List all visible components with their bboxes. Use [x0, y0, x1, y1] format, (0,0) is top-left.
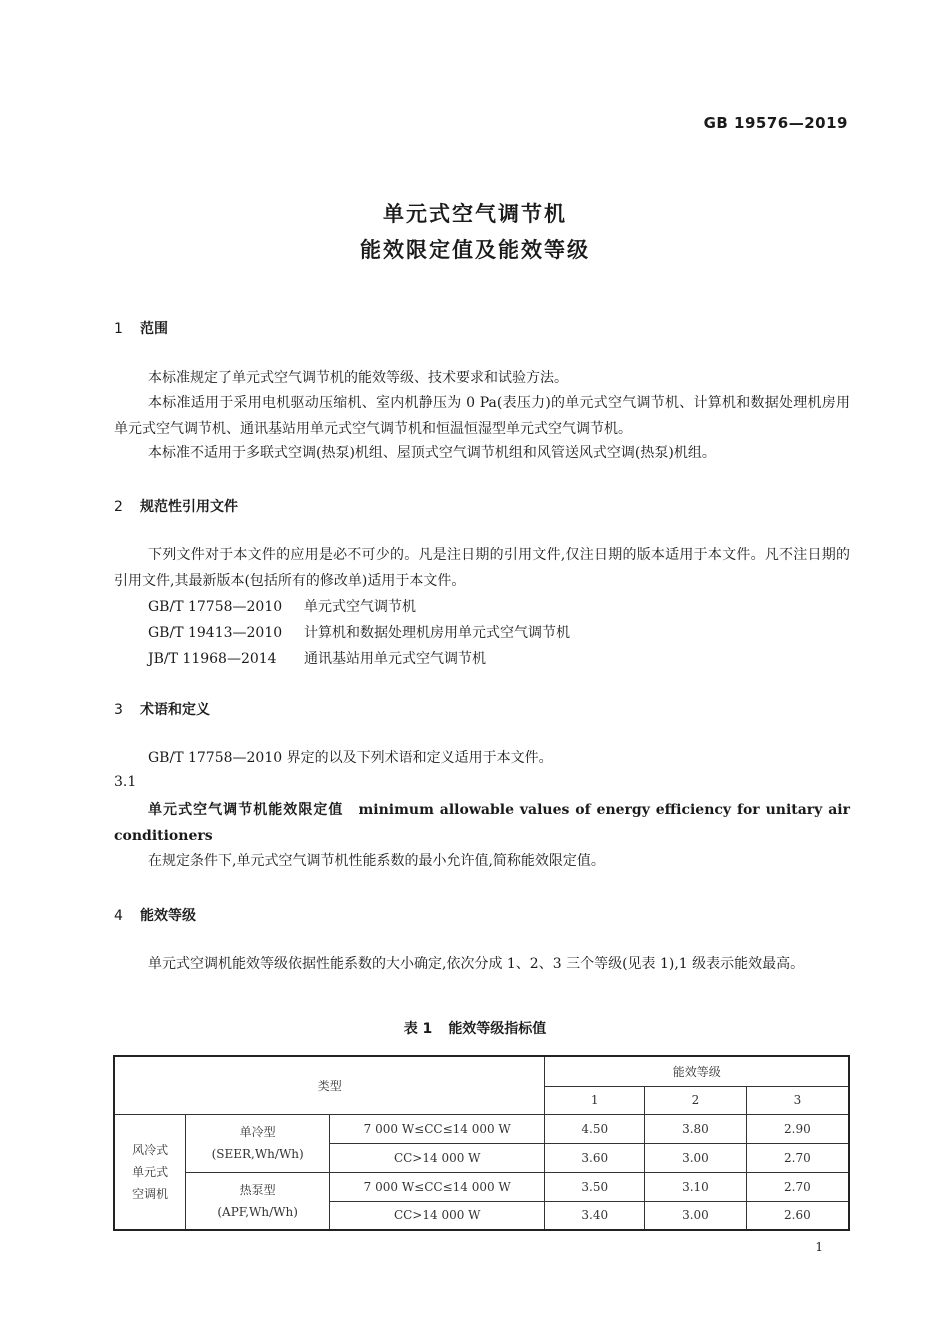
capacity-cell: 7 000 W≤CC≤14 000 W: [330, 1114, 545, 1143]
reference-item: [148, 648, 486, 668]
energy-grade-table: [113, 1055, 850, 1231]
value-cell: 3.80: [645, 1114, 747, 1143]
value-cell: 2.70: [746, 1143, 849, 1172]
type-metric: (APF,Wh/Wh): [217, 1204, 298, 1219]
scope-paragraph-1: 本标准规定了单元式空气调节机的能效等级、技术要求和试验方法。: [148, 370, 568, 386]
header-type-cell: 类型: [114, 1056, 545, 1114]
terms-paragraph: GB/T 17758—2010 界定的以及下列术语和定义适用于本文件。: [148, 750, 553, 766]
value-cell: 2.60: [746, 1201, 849, 1230]
group-label-line: 风冷式: [132, 1142, 169, 1157]
capacity-cell: CC>14 000 W: [330, 1201, 545, 1230]
table-header-row: [114, 1056, 849, 1086]
table-caption-number: 表 1: [403, 1021, 433, 1037]
section-4-heading: [114, 905, 196, 925]
table-caption-title: 能效等级指标值: [448, 1021, 547, 1037]
value-cell: 3.60: [545, 1143, 645, 1172]
value-cell: 2.90: [746, 1114, 849, 1143]
reference-name: 计算机和数据处理机房用单元式空气调节机: [304, 625, 570, 641]
reference-item: [148, 596, 416, 616]
document-title-line2: 能效限定值及能效等级: [360, 238, 590, 262]
clause-number: 3.1: [114, 774, 137, 790]
table-row: [114, 1172, 849, 1201]
reference-name: 通讯基站用单元式空气调节机: [304, 651, 486, 667]
value-cell: 3.50: [545, 1172, 645, 1201]
document-title-line1: 单元式空气调节机: [383, 202, 567, 226]
value-cell: 3.00: [645, 1201, 747, 1230]
reference-code: JB/T 11968—2014: [148, 651, 277, 667]
page-number: 1: [815, 1240, 823, 1254]
reference-name: 单元式空气调节机: [304, 599, 416, 615]
grade-paragraph: 单元式空调机能效等级依据性能系数的大小确定,依次分成 1、2、3 三个等级(见表 1),1 级表示能效最高。: [148, 956, 805, 972]
type-metric: (SEER,Wh/Wh): [211, 1147, 304, 1161]
reference-item: [148, 622, 570, 642]
header-grade-cell: 能效等级: [545, 1056, 849, 1086]
capacity-cell: 7 000 W≤CC≤14 000 W: [330, 1172, 545, 1201]
section-2-heading: [114, 496, 238, 516]
section-number: 1: [114, 321, 123, 337]
reference-code: GB/T 17758—2010: [148, 599, 283, 615]
table-caption: [0, 1018, 950, 1038]
grade-header: 3: [746, 1086, 849, 1114]
type-cell: [186, 1172, 330, 1230]
value-cell: 4.50: [545, 1114, 645, 1143]
group-label-line: 空调机: [132, 1186, 169, 1201]
section-number: 3: [114, 702, 123, 718]
scope-paragraph-2: 本标准适用于采用电机驱动压缩机、室内机静压为 0 Pa(表压力)的单元式空气调节机、计算机和数据处理机房用单元式空气调节机、通讯基站用单元式空气调节机和恒温恒湿型单元式空气调节机。: [114, 395, 850, 437]
value-cell: 3.40: [545, 1201, 645, 1230]
group-label-line: 单元式: [132, 1164, 169, 1179]
type-name: 热泵型: [239, 1182, 276, 1197]
capacity-cell: CC>14 000 W: [330, 1143, 545, 1172]
scope-paragraph-3: 本标准不适用于多联式空调(热泵)机组、屋顶式空气调节机组和风管送风式空调(热泵)机组。: [148, 445, 716, 461]
group-label-cell: [114, 1114, 186, 1230]
section-3-heading: [114, 699, 210, 719]
grade-header: 1: [545, 1086, 645, 1114]
section-1-heading: [114, 318, 168, 338]
section-title: 规范性引用文件: [140, 499, 238, 515]
value-cell: 3.00: [645, 1143, 747, 1172]
reference-code: GB/T 19413—2010: [148, 625, 283, 641]
section-number: 2: [114, 499, 123, 515]
section-title: 术语和定义: [140, 702, 210, 718]
type-cell: [186, 1114, 330, 1172]
table-row: [114, 1114, 849, 1143]
section-title: 能效等级: [140, 908, 196, 924]
type-name: 单冷型: [239, 1125, 276, 1139]
section-number: 4: [114, 908, 123, 924]
standard-number: GB 19576—2019: [703, 114, 848, 132]
value-cell: 3.10: [645, 1172, 747, 1201]
section-title: 范围: [140, 321, 168, 337]
grade-header: 2: [645, 1086, 747, 1114]
term-definition-title: 单元式空气调节机能效限定值 minimum allowable values of energy efficiency for unitary air conditioners: [114, 802, 850, 844]
normative-refs-paragraph: 下列文件对于本文件的应用是必不可少的。凡是注日期的引用文件,仅注日期的版本适用于本文件。凡不注日期的引用文件,其最新版本(包括所有的修改单)适用于本文件。: [114, 547, 850, 589]
value-cell: 2.70: [746, 1172, 849, 1201]
term-definition-text: 在规定条件下,单元式空气调节机性能系数的最小允许值,简称能效限定值。: [148, 853, 605, 869]
